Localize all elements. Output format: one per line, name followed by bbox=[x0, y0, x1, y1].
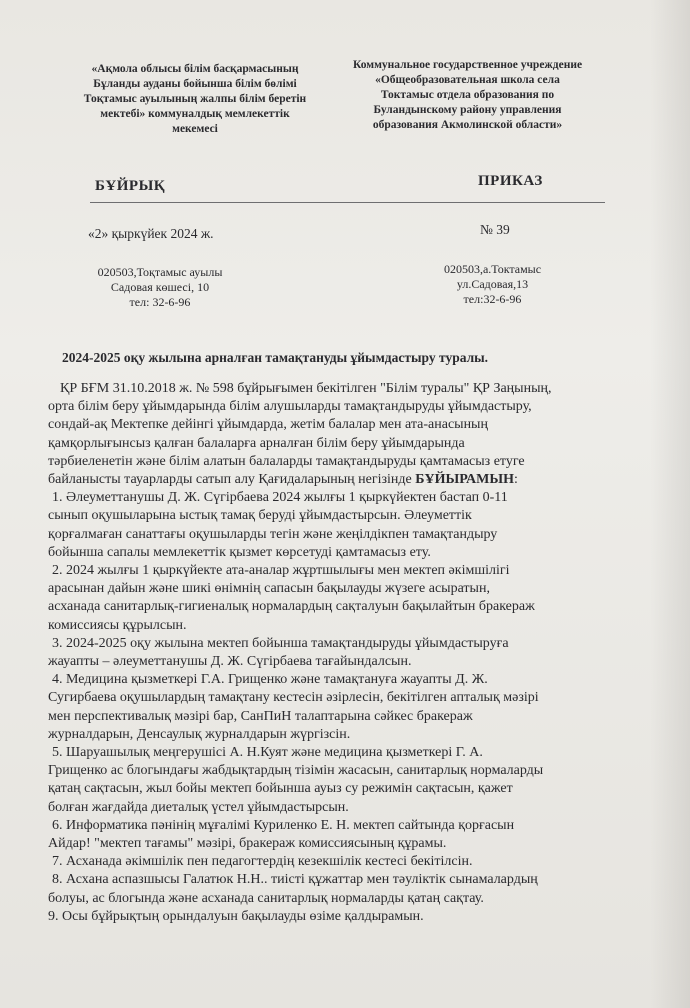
header-left-line: мектебі» коммуналдық мемлекеттік bbox=[100, 108, 290, 120]
order-item-line: қорғалмаған санаттағы оқушыларды тегін және жеңілдікпен тамақтандыру bbox=[48, 526, 498, 542]
header-right-line: Буландынскому району управления bbox=[373, 104, 562, 116]
order-item-line: бойынша сапалы мемлекеттік қызмет көрсетуді қамтамасыз ету. bbox=[48, 544, 431, 560]
header-right-line: Токтамыс отдела образования по bbox=[380, 89, 555, 101]
order-items bbox=[48, 489, 673, 926]
order-item-first-line: 4. Медицина қызметкері Г.А. Грищенко және тамақтануға жауапты Д. Ж. bbox=[52, 672, 488, 688]
order-item-line: болуы, ас блогында және асханада санитарлық нормаларды қатаң сақтау. bbox=[48, 890, 484, 906]
order-item bbox=[48, 562, 673, 635]
intro-line-last: байланысты тауарларды сатып алу Қағидаларының негізінде БҰЙЫРАМЫН: bbox=[48, 472, 518, 488]
address-ru bbox=[425, 262, 560, 307]
header-left-line: «Ақмола облысы білім басқармасының bbox=[91, 63, 299, 75]
order-item-line: болған жағдайда диеталық үстел ұйымдастырсын. bbox=[48, 799, 349, 815]
order-item bbox=[48, 817, 673, 853]
header-left-kz bbox=[60, 62, 330, 137]
order-item-line: мен перспективалық мәзірі бар, СанПиН талаптарына сәйкес бракераж bbox=[48, 708, 473, 724]
address-line: 020503,Тоқтамыс ауылы bbox=[97, 265, 223, 279]
order-item-line: жауапты – әлеуметтанушы Д. Ж. Сүгірбаева тағайындалсын. bbox=[48, 654, 412, 670]
order-heading: 2024-2025 оқу жылына арналған тамақтануды ұйымдастыру туралы. bbox=[62, 350, 489, 365]
intro-line: ҚР БҒМ 31.10.2018 ж. № 598 бұйрығымен бекітілген "Білім туралы" ҚР Заңының, bbox=[60, 381, 552, 396]
address-line: тел: 32-6-96 bbox=[129, 295, 191, 309]
order-item-line: Сугирбаева оқушылардың тамақтану кестесін әзірлесін, бекітілген апталық мәзірі bbox=[48, 690, 539, 706]
header-left-line: мекемесі bbox=[172, 123, 218, 135]
address-line: 020503,а.Токтамыс bbox=[443, 262, 542, 276]
order-item bbox=[48, 871, 673, 907]
order-item-first-line: 2. 2024 жылғы 1 қыркүйекте ата-аналар жұртшылығы мен мектеп әкімшілігі bbox=[52, 563, 510, 579]
order-item bbox=[48, 671, 673, 744]
order-item-first-line: 5. Шаруашылық меңгерушісі А. Н.Куят және медицина қызметкері Г. А. bbox=[52, 745, 483, 761]
order-word: БҰЙЫРАМЫН bbox=[415, 472, 514, 488]
order-item bbox=[48, 908, 673, 926]
order-date: «2» қыркүйек 2024 ж. bbox=[88, 226, 214, 241]
intro-line: сондай-ақ Мектепке дейінгі ұйымдарда, жетім балалар мен ата-анасының bbox=[48, 417, 488, 433]
intro-line: қамқорлығынсыз қалған балаларға арналған білім беру ұйымдарында bbox=[48, 435, 465, 451]
order-item bbox=[48, 635, 673, 671]
order-item-line: Грищенко ас блогындағы жабдықтардың тізімін жасасын, санитарлық нормаларды bbox=[48, 763, 544, 779]
order-item-line: арасынан дайын және шикі өнімнің сапасын бақылауды жүзеге асыратын, bbox=[48, 581, 490, 597]
order-body bbox=[48, 380, 673, 926]
order-item-line: Айдар! "мектеп тағамы" мәзірі, бракераж комиссиясының құрамы. bbox=[48, 836, 447, 852]
order-item bbox=[48, 489, 673, 562]
order-item-first-line: 6. Информатика пәнінің мұғалімі Куриленко Е. Н. мектеп сайтында қорғасын bbox=[52, 817, 515, 833]
order-item-first-line: 7. Асханада әкімшілік пен педагогтердің кезекшілік кестесі бекітілсін. bbox=[52, 854, 473, 870]
header-right-ru bbox=[330, 58, 605, 133]
order-item-first-line: 3. 2024-2025 оқу жылына мектеп бойынша тамақтандыруды ұйымдастыруға bbox=[52, 635, 509, 651]
order-item bbox=[48, 853, 673, 871]
address-line: Садовая көшесі, 10 bbox=[110, 280, 210, 294]
header-right-line: «Общеобразовательная школа села bbox=[375, 74, 560, 86]
order-item-line: сынып оқушыларына ыстық тамақ беруді ұйымдастырсын. Әлеуметтік bbox=[48, 508, 472, 524]
header-left-line: Бұланды ауданы бойынша білім бөлімі bbox=[93, 78, 297, 90]
order-item-line: қатаң сақтасын, жыл бойы мектеп бойынша ауыз су режимін сақтасын, қажет bbox=[48, 781, 513, 797]
header-left-line: Тоқтамыс ауылының жалпы білім беретін bbox=[83, 93, 307, 105]
order-item-line: асханада санитарлық-гигиеналық нормалардың сақталуын бақылайтын бракераж bbox=[48, 599, 535, 615]
address-line: ул.Садовая,13 bbox=[456, 277, 529, 291]
document-title-ru: ПРИКАЗ bbox=[478, 173, 543, 189]
header-divider bbox=[90, 202, 605, 203]
intro-line: тәрбиеленетін және білім алатын балаларды тамақтандыруды қамтамасыз етуге bbox=[48, 453, 525, 469]
order-item bbox=[48, 744, 673, 817]
document-title-kz: БҰЙРЫҚ bbox=[95, 178, 166, 194]
order-item-line: комиссиясы құрылсын. bbox=[48, 617, 187, 633]
order-item-first-line: 8. Асхана аспазшысы Галатюк Н.Н.. тиісті құжаттар мен тәуліктік сынамалардың bbox=[52, 872, 538, 888]
header-right-line: Коммунальное государственное учреждение bbox=[352, 59, 583, 71]
intro-line: орта білім беру ұйымдарында білім алушыларды тамақтандыруды ұйымдастыру, bbox=[48, 399, 532, 415]
order-number: № 39 bbox=[480, 222, 510, 237]
order-item-first-line: 1. Әлеуметтанушы Д. Ж. Сүгірбаева 2024 жылғы 1 қыркүйектен бастап 0-11 bbox=[52, 490, 508, 506]
order-item-line: журналдарын, Денсаулық журналдарын жүргізсін. bbox=[48, 726, 351, 742]
intro-text: байланысты тауарларды сатып алу Қағидаларының негізінде bbox=[48, 472, 416, 488]
address-line: тел:32-6-96 bbox=[463, 292, 522, 306]
header-right-line: образования Акмолинской области» bbox=[372, 119, 563, 131]
order-item-first-line: 9. Осы бұйрықтың орындалуын бақылауды өзіме қалдырамын. bbox=[48, 908, 424, 924]
address-kz bbox=[80, 265, 240, 310]
